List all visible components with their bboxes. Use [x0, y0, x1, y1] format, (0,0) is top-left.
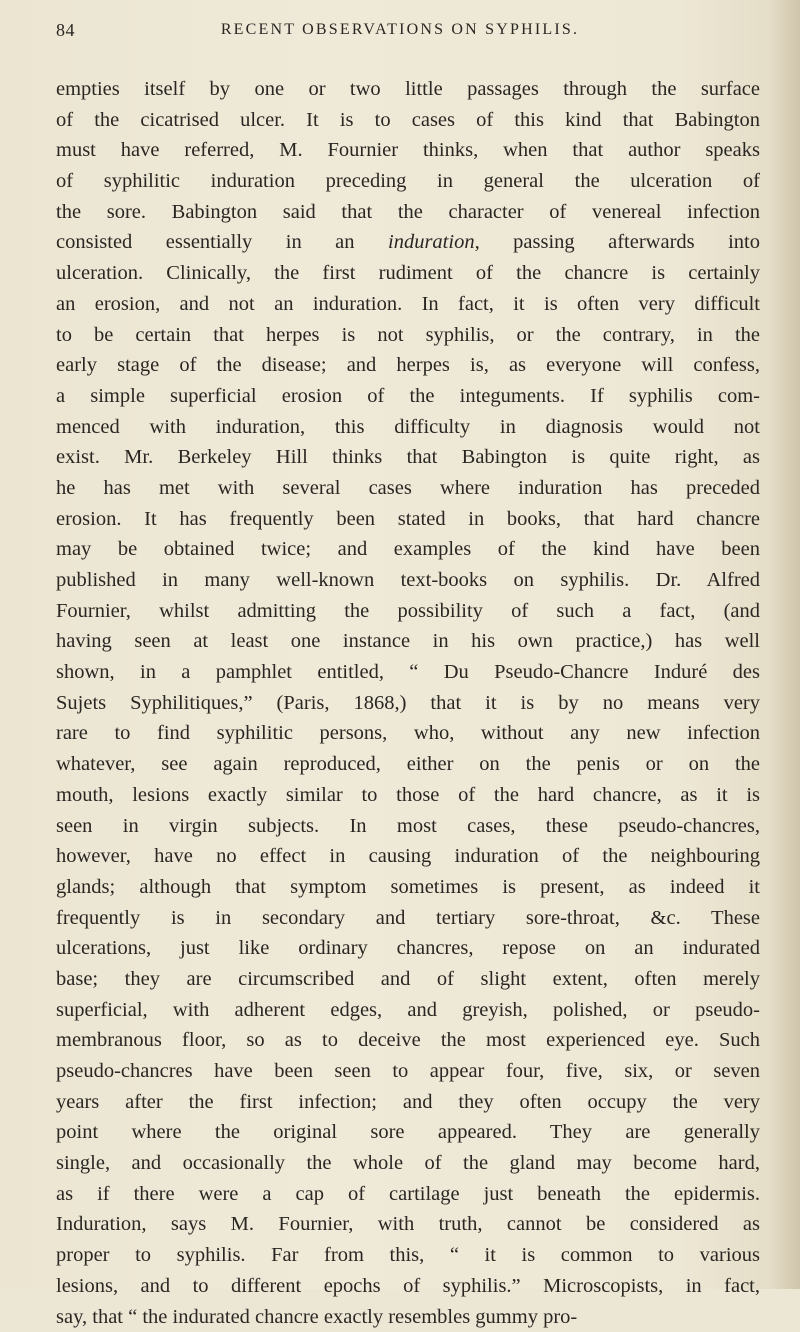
text-line: consisted essentially in an induration, passing afterwards into	[56, 227, 760, 258]
body-text	[56, 74, 760, 1332]
text-line: membranous floor, so as to deceive the most experienced eye. Such	[56, 1025, 760, 1056]
text-line: the sore. Babington said that the character of venereal infection	[56, 197, 760, 228]
text-line: glands; although that symptom sometimes is present, as indeed it	[56, 872, 760, 903]
text-line: base; they are circumscribed and of slight extent, often merely	[56, 964, 760, 995]
emphasized-word: induration,	[388, 231, 480, 253]
text-line: he has met with several cases where induration has preceded	[56, 473, 760, 504]
page-number: 84	[56, 20, 75, 41]
text-line: exist. Mr. Berkeley Hill thinks that Babington is quite right, as	[56, 442, 760, 473]
text-line: erosion. It has frequently been stated in books, that hard chancre	[56, 504, 760, 535]
text-line: however, have no effect in causing induration of the neighbouring	[56, 841, 760, 872]
text-line: having seen at least one instance in his own practice,) has well	[56, 626, 760, 657]
text-line: of the cicatrised ulcer. It is to cases of this kind that Babington	[56, 105, 760, 136]
text-line: an erosion, and not an induration. In fact, it is often very difficult	[56, 289, 760, 320]
text-line: whatever, see again reproduced, either on the penis or on the	[56, 749, 760, 780]
running-title: RECENT OBSERVATIONS ON SYPHILIS.	[40, 21, 760, 39]
text-line: Sujets Syphilitiques,” (Paris, 1868,) that it is by no means very	[56, 688, 760, 719]
text-line: ulceration. Clinically, the first rudiment of the chancre is certainly	[56, 258, 760, 289]
page-header	[40, 20, 760, 44]
text-line: of syphilitic induration preceding in general the ulceration of	[56, 166, 760, 197]
text-line: empties itself by one or two little passages through the surface	[56, 74, 760, 105]
text-line: point where the original sore appeared. They are generally	[56, 1117, 760, 1148]
text-line: published in many well-known text-books on syphilis. Dr. Alfred	[56, 565, 760, 596]
text-line: seen in virgin subjects. In most cases, these pseudo-chancres,	[56, 811, 760, 842]
page-edge-shadow	[770, 0, 800, 1289]
text-line: proper to syphilis. Far from this, “ it is common to various	[56, 1240, 760, 1271]
text-line: Fournier, whilst admitting the possibility of such a fact, (and	[56, 596, 760, 627]
text-line: to be certain that herpes is not syphilis, or the contrary, in the	[56, 320, 760, 351]
text-line: early stage of the disease; and herpes is, as everyone will confess,	[56, 350, 760, 381]
text-line: rare to find syphilitic persons, who, without any new infection	[56, 718, 760, 749]
text-line: superficial, with adherent edges, and greyish, polished, or pseudo-	[56, 995, 760, 1026]
text-line: shown, in a pamphlet entitled, “ Du Pseudo-Chancre Induré des	[56, 657, 760, 688]
text-line: Induration, says M. Fournier, with truth, cannot be considered as	[56, 1209, 760, 1240]
text-line: mouth, lesions exactly similar to those of the hard chancre, as it is	[56, 780, 760, 811]
text-line: years after the first infection; and they often occupy the very	[56, 1087, 760, 1118]
text-line: may be obtained twice; and examples of the kind have been	[56, 534, 760, 565]
text-line: must have referred, M. Fournier thinks, when that author speaks	[56, 135, 760, 166]
text-line: ulcerations, just like ordinary chancres, repose on an indurated	[56, 933, 760, 964]
text-line: single, and occasionally the whole of the gland may become hard,	[56, 1148, 760, 1179]
text-line: say, that “ the indurated chancre exactly resembles gummy pro-	[56, 1302, 760, 1332]
text-line: pseudo-chancres have been seen to appear four, five, six, or seven	[56, 1056, 760, 1087]
text-line: menced with induration, this difficulty in diagnosis would not	[56, 412, 760, 443]
text-line: as if there were a cap of cartilage just beneath the epidermis.	[56, 1179, 760, 1210]
text-line: lesions, and to different epochs of syphilis.” Microscopists, in fact,	[56, 1271, 760, 1302]
text-line: frequently is in secondary and tertiary sore-throat, &c. These	[56, 903, 760, 934]
text-line: a simple superficial erosion of the integuments. If syphilis com-	[56, 381, 760, 412]
